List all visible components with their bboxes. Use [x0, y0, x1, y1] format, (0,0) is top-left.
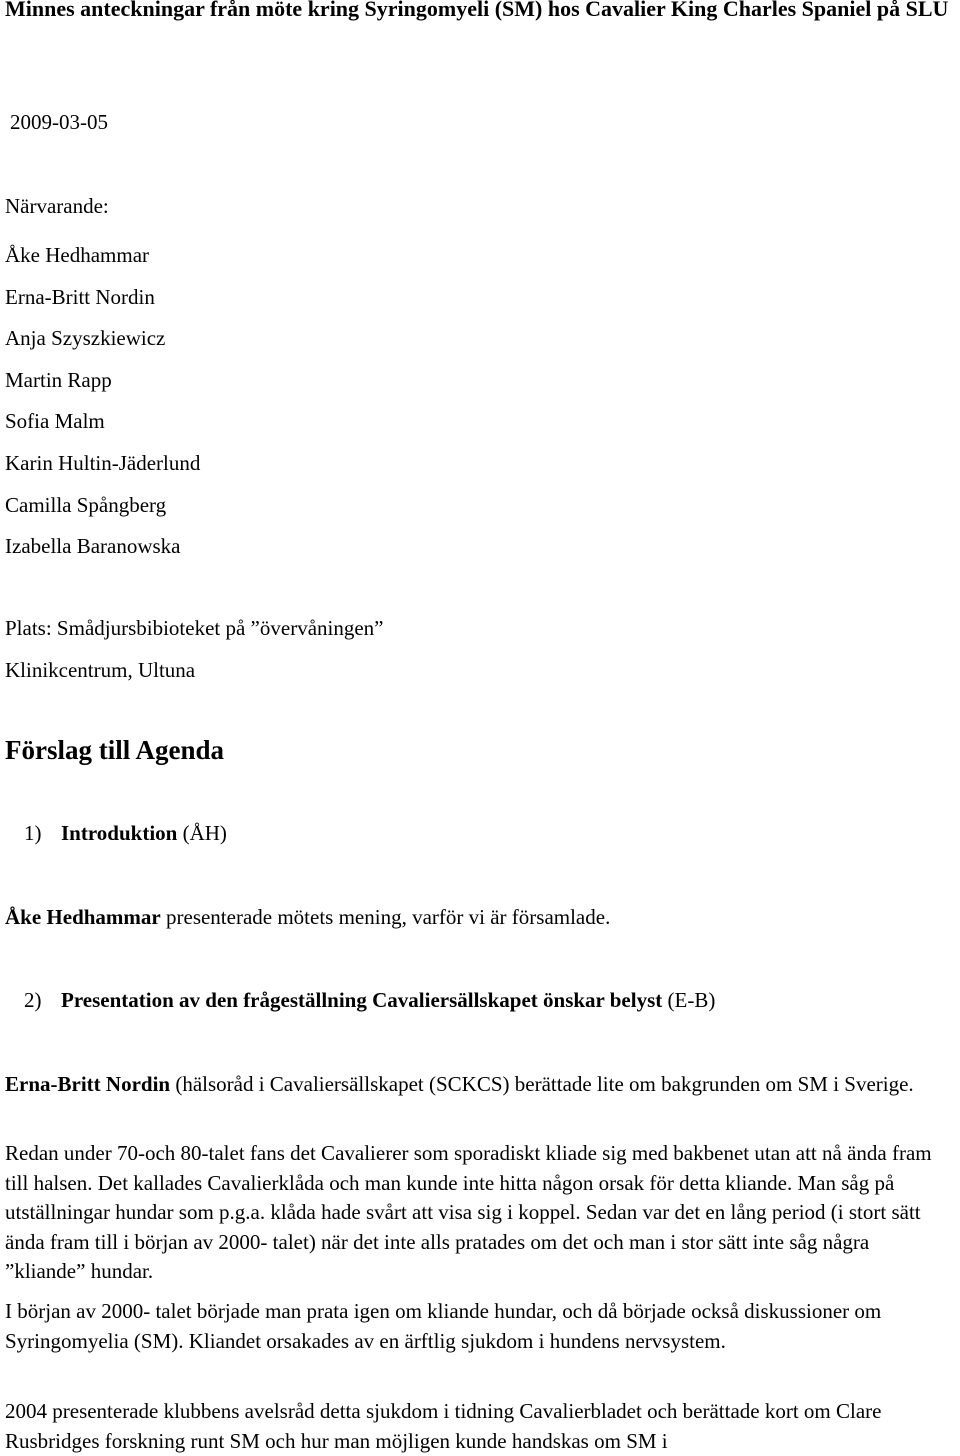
agenda-item-introduction: [24, 820, 952, 846]
paragraph-text: presenterade mötets mening, varför vi är församlade.: [160, 905, 611, 929]
presentation-paragraph: [5, 1070, 952, 1100]
speaker-name: Åke Hedhammar: [5, 905, 161, 929]
attendee: Martin Rapp: [5, 367, 112, 392]
attendee: Sofia Malm: [5, 409, 105, 434]
agenda-item-title: Presentation av den frågeställning Cavaliersällskapet önskar belyst: [61, 988, 663, 1012]
attendee: Åke Hedhammar: [5, 243, 150, 267]
attendee-list: [5, 235, 952, 568]
agenda-item-number: 2): [24, 988, 42, 1012]
agenda-item-responsible: (ÅH): [177, 821, 227, 845]
place-line: Klinikcentrum, Ultuna: [5, 657, 196, 682]
speaker-name: Erna-Britt Nordin: [5, 1072, 171, 1096]
body-paragraph: 2004 presenterade klubbens avelsråd detta sjukdom i tidning Cavalierbladet och berättade kort om Clare Rusbridges forskning runt SM och hur man möjligen kunde handskas om SM i: [5, 1399, 882, 1453]
agenda-item-presentation: [24, 987, 952, 1013]
body-paragraph: Redan under 70-och 80-talet fans det Cavalierer som sporadiskt kliade sig med bakbenet utan att nå ända fram till halsen. Det kallades Cavalierklåda och man kunde inte hitta någon orsak för detta kliande. Man såg på utställningar hundar som p.g.a. klåda hade svårt att visa sig i koppel. Sedan var det en lång period (i stort sätt ända fram till i början av 2000- talet) när det inte alls pratades om det och man i stor sätt inte såg några ”kliande” hundar.: [5, 1141, 932, 1283]
attendee: Camilla Spångberg: [5, 492, 167, 517]
attendee: Anja Szyszkiewicz: [5, 326, 166, 351]
attendees-label: Närvarande:: [5, 194, 109, 218]
attendee: Erna-Britt Nordin: [5, 284, 155, 309]
agenda-item-number: 1): [24, 821, 42, 845]
place-line: Plats: Smådjursbibioteket på ”övervåningen”: [5, 616, 384, 640]
agenda-heading: Förslag till Agenda: [5, 735, 225, 765]
meeting-date: 2009-03-05: [10, 110, 108, 134]
meeting-place: [5, 608, 952, 691]
paragraph-text: (hälsoråd i Cavaliersällskapet (SCKCS) berättade lite om bakgrunden om SM i Sverige.: [170, 1072, 914, 1096]
body-paragraph: I början av 2000- talet började man prata igen om kliande hundar, och då började också diskussioner om Syringomyelia (SM). Kliandet orsakades av en ärftlig sjukdom i hundens nervsystem.: [5, 1299, 882, 1353]
agenda-item-responsible: (E-B): [662, 988, 716, 1012]
document-title: Minnes anteckningar från möte kring Syringomyeli (SM) hos Cavalier King Charles Spaniel på SLU: [5, 0, 949, 21]
introduction-paragraph: [5, 903, 952, 933]
attendee: Izabella Baranowska: [5, 534, 181, 559]
attendee: Karin Hultin-Jäderlund: [5, 450, 201, 475]
agenda-item-title: Introduktion: [61, 821, 178, 845]
